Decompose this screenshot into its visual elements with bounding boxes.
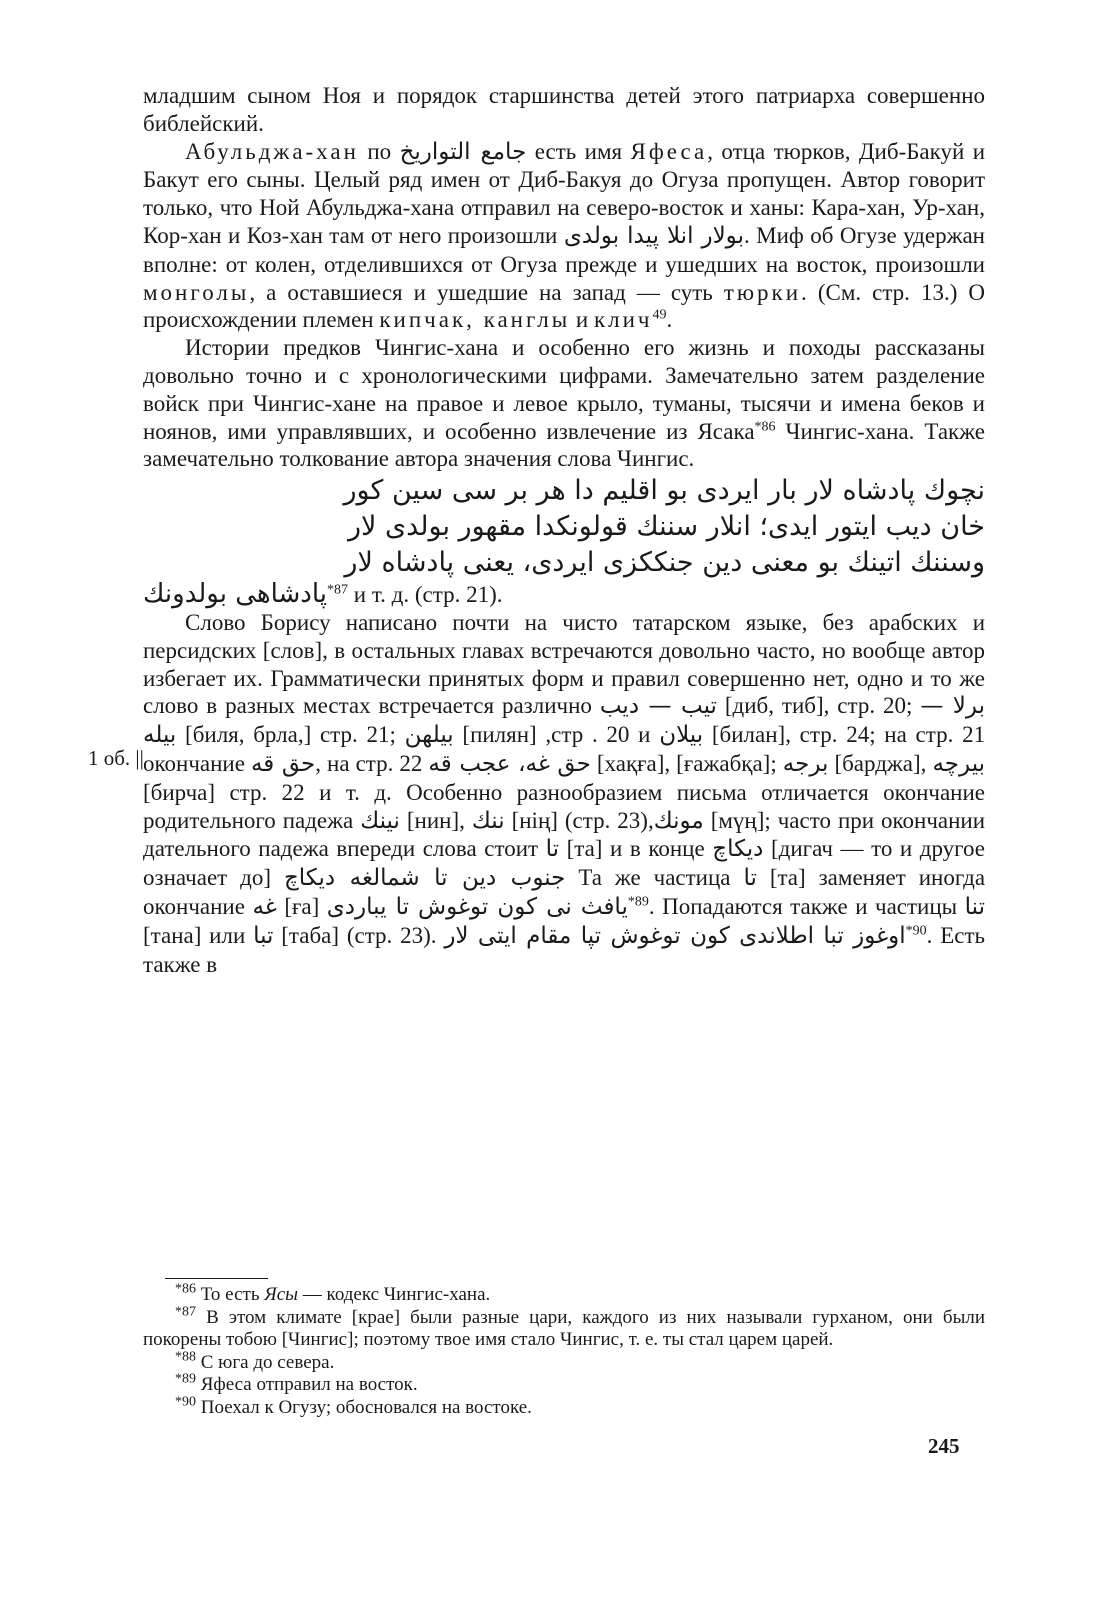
paragraph-5 [143, 609, 985, 978]
page-number: 245 [928, 1434, 960, 1458]
arabic-word: بیلان [659, 722, 704, 749]
footnote-88 [143, 1349, 985, 1375]
text-run: [та] заменяет иногда окончание [143, 865, 986, 919]
text-run: и [575, 307, 589, 333]
footnote-divider [165, 1278, 268, 1279]
arabic-word: بیرچه [932, 750, 986, 777]
text-run: есть имя [534, 138, 623, 164]
text-run: [хақға], [ғажабқа]; [596, 750, 777, 776]
paragraph-4 [143, 581, 985, 609]
footnote-86 [143, 1281, 985, 1307]
text-run: Чингис-хана. Также замечательно толкование автора значения слова Чингис. [143, 418, 986, 472]
emphasis-mongols: монголы [143, 279, 250, 305]
paragraph-3 [143, 334, 985, 473]
footnote-text: — кодекс Чингис-хана. [302, 1284, 491, 1305]
arabic-word: حق قه [250, 750, 316, 777]
body-text [143, 82, 985, 978]
arabic-word: تیب — دیب [599, 693, 717, 720]
footnote-text: С юга до севера. [200, 1351, 335, 1373]
footnote-mark: *89 [175, 1371, 196, 1387]
footnote-text: В этом климате [крае] были разные цари, каждого из них называли гурханом, они были покорены тобою [Чингис]; поэтому твое имя стало Чингис, т. е. ты стал царем царей. [143, 1306, 986, 1350]
text-run: [билан], стр. 24; на стр. 21 окончание [143, 722, 986, 776]
text-run: . (См. стр. 13.) О происхождении племен [143, 279, 985, 333]
text-run: [пилян] ,стр . 20 и [462, 722, 651, 748]
footnote-text: То есть [200, 1284, 260, 1305]
text-run: , отца тюрков, Диб-Бакуй и Бакут его сыны. Целый ряд имен от Диб-Бакуя до Огуза пропущен. Автор говорит только, что Ной Абульджа-хана отправил на северо-восток и ханы: Кара-хан, Ур-хан, Кор-хан и Коз-хан там от него произошли [143, 138, 986, 248]
arabic-word: غه [252, 893, 277, 920]
arabic-word: حق غه، عجب قه [428, 750, 591, 777]
text-run: . Миф об Огузе удержан вполне: от колен, отделившихся от Огуза прежде и ушедших на восток, произошли [143, 222, 985, 277]
text-run: . Есть также в [143, 922, 986, 977]
footnote-text: Яфеса отправил на восток. [200, 1374, 418, 1395]
text-run: [нiң] (стр. 23), [511, 807, 654, 833]
arabic-phrase: یافث نی کون توغوش تا یباردی [326, 893, 628, 920]
text-run: [мүң]; часто при окончании дательного падежа впереди слова стоит [143, 807, 986, 862]
text-run: , а оставшиеся и ушедшие на запад — суть [249, 279, 713, 305]
folio-marker: 1 об. || [88, 746, 144, 770]
arabic-phrase: پادشاهی بولدونك [143, 579, 328, 610]
footnote-italic: Ясы [264, 1284, 299, 1305]
footnote-90 [143, 1394, 985, 1420]
author-name: Абульджа-хан [185, 138, 359, 164]
footnote-mark: *90 [175, 1394, 196, 1410]
text-run: , на стр. 22 [315, 750, 423, 776]
paragraph-2 [143, 138, 985, 335]
footnote-ref: *89 [627, 894, 649, 910]
arabic-phrase: اوغوز تبا اطلاندی کون توغوش تپا مقام ایتی لار [444, 922, 906, 949]
text-run: Та же частица [578, 865, 731, 891]
footnote-mark: *87 [175, 1304, 196, 1320]
arabic-word: تا [743, 865, 757, 892]
arabic-word: بیلهن [404, 722, 454, 749]
arabic-word: نینك [360, 807, 400, 834]
footnote-89 [143, 1371, 985, 1397]
text-run: [барджа], [834, 750, 927, 776]
arabic-quote-line: نچوك پادشاه لار بار ایردی بو اقلیم دا هر بر سی سین کور [343, 475, 985, 507]
arabic-word: برجه [782, 750, 829, 777]
footnote-87 [143, 1304, 986, 1352]
emphasis-klich: клич [593, 307, 653, 333]
arabic-quote [143, 473, 985, 581]
text-run: и т. д. (стр. 21). [353, 582, 503, 608]
text-run: . Попадаются также и частицы [648, 893, 958, 919]
footnote-text: Поехал к Огузу; обосновался на востоке. [200, 1396, 532, 1418]
text-run: [диб, тиб], стр. 20; [724, 693, 913, 719]
text-run: [нин], [406, 807, 465, 833]
text-run: . [666, 307, 673, 333]
arabic-title: جامع التواريخ [399, 138, 527, 165]
text-run: [та] и в конце [566, 836, 705, 862]
footnote-ref: *87 [327, 582, 349, 598]
footnote-ref: *90 [905, 923, 927, 939]
footnotes [143, 1281, 986, 1419]
text-run: [дигач — то и другое означает до] [143, 836, 985, 891]
footnote-mark: *86 [175, 1281, 196, 1297]
arabic-word: مونك [653, 807, 704, 834]
arabic-word: تا [545, 836, 560, 863]
text-run: Слово Борису написано почти на чисто татарском языке, без арабских и персидских [слов], в остальных главах встречаются довольно часто, но вообще автор избегает их. Грамматически принятых форм и правил совершенно нет, одно и то же слово в разных местах встречается различно [143, 609, 985, 719]
footnote-ref: *86 [754, 418, 776, 434]
text-run: по [367, 138, 392, 164]
arabic-quote-line: وسننك اتینك بو معنی دین جنککزی ایردی، یعنی پادشاه لار [344, 547, 985, 579]
text-run: [биля, брла,] стр. 21; [185, 722, 396, 748]
arabic-word: تبا [253, 922, 274, 949]
text-run: [таба] (стр. 23). [281, 922, 437, 948]
paragraph-1: младшим сыном Ноя и порядок старшинства детей этого патриарха совершенно библейский. [143, 83, 985, 136]
text-run: [бирча] стр. 22 и т. д. Особенно разнообразием письма отличается окончание родительного падежа [143, 779, 985, 833]
note-ref: 49 [652, 307, 667, 323]
text-run: [ға] [284, 893, 320, 919]
arabic-word: برلا — بیله [143, 693, 986, 749]
footnote-mark: *88 [175, 1349, 196, 1365]
arabic-word: تنا [964, 893, 985, 920]
emphasis-tribes: кипчак, канглы [379, 307, 571, 333]
arabic-word: ننك [471, 807, 505, 834]
emphasis-turks: тюрки [723, 279, 802, 305]
arabic-word: دیکاچ [712, 836, 764, 863]
text-run: [тана] или [143, 922, 246, 948]
text-run: Истории предков Чингис-хана и особенно его жизнь и походы рассказаны довольно точно и с хронологическими цифрами. Замечательно затем разделение войск при Чингис-хане на правое и левое крыло, туманы, тысячи и имена беков и ноянов, ими управлявших, и особенно извлечение из Ясака [143, 335, 985, 444]
emphasis-yafes: Яфеса [630, 138, 708, 164]
arabic-phrase: بولار انلا پیدا بولدی [563, 222, 744, 249]
arabic-quote-line: خان دیب ایتور ایدی؛ انلار سننك قولونكدا مقهور بولدی لار [347, 511, 985, 543]
arabic-phrase: جنوب دین تا شمالغه دیکاچ [283, 865, 566, 892]
